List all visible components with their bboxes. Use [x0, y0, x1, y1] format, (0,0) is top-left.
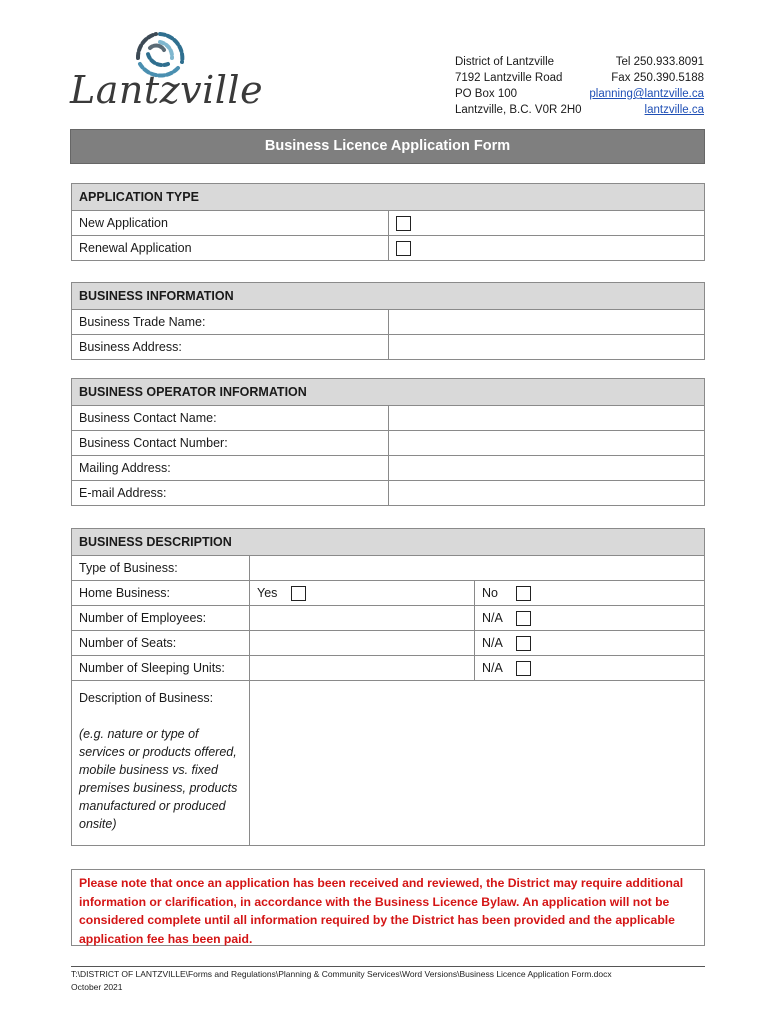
na-label: N/A	[482, 636, 503, 650]
application-note: Please note that once an application has been received and reviewed, the District may require additional information or clarification, in accordance with the Business Licence Bylaw. An application will not be considered complete until all information required by the District has been provided and the applicable application fee has been paid.	[71, 869, 705, 946]
contact-fax: Fax 250.390.5188	[611, 72, 704, 84]
seats-na-checkbox[interactable]	[516, 636, 531, 651]
contact-tel: Tel 250.933.8091	[615, 56, 704, 68]
sleeping-units-na-checkbox[interactable]	[516, 661, 531, 676]
contact-number-label: Business Contact Number:	[72, 431, 389, 456]
employees-na-checkbox[interactable]	[516, 611, 531, 626]
business-address-label: Business Address:	[72, 335, 389, 360]
yes-label: Yes	[257, 586, 278, 600]
form-title: Business Licence Application Form	[70, 129, 705, 164]
footer-date: October 2021	[71, 982, 123, 992]
employees-field[interactable]	[250, 606, 475, 631]
contact-name-label: Business Contact Name:	[72, 406, 389, 431]
description-label-cell	[72, 681, 250, 846]
new-application-checkbox[interactable]	[396, 216, 411, 231]
section-header: BUSINESS DESCRIPTION	[72, 529, 705, 556]
description-example: (e.g. nature or type of services or products offered, mobile business vs. fixed premises business, products manufactured or produced onsite)	[79, 727, 238, 831]
sleeping-units-label: Number of Sleeping Units:	[72, 656, 250, 681]
contact-name-field[interactable]	[388, 406, 705, 431]
new-application-label: New Application	[72, 211, 389, 236]
description-label: Description of Business:	[79, 691, 214, 705]
employees-label: Number of Employees:	[72, 606, 250, 631]
renewal-application-checkbox[interactable]	[396, 241, 411, 256]
address-pobox: PO Box 100	[455, 88, 518, 100]
section-header: APPLICATION TYPE	[72, 184, 705, 211]
application-type-section	[71, 183, 705, 261]
home-business-label: Home Business:	[72, 581, 250, 606]
seats-field[interactable]	[250, 631, 475, 656]
na-label: N/A	[482, 611, 503, 625]
district-contact	[589, 54, 704, 118]
lantzville-logo	[68, 24, 264, 120]
logo-wordmark: Lantzville	[70, 68, 264, 112]
trade-name-field[interactable]	[388, 310, 705, 335]
type-of-business-label: Type of Business:	[72, 556, 250, 581]
no-label: No	[482, 586, 498, 600]
mailing-address-field[interactable]	[388, 456, 705, 481]
business-address-field[interactable]	[388, 335, 705, 360]
business-description-section	[71, 528, 705, 846]
address-street: 7192 Lantzville Road	[455, 72, 563, 84]
home-business-no-checkbox[interactable]	[516, 586, 531, 601]
footer-file-path: T:\DISTRICT OF LANTZVILLE\Forms and Regulations\Planning & Community Services\Word Versions\Business Licence Application Form.docx	[71, 969, 612, 979]
footer-divider	[71, 966, 705, 967]
home-business-yes-checkbox[interactable]	[291, 586, 306, 601]
type-of-business-field[interactable]	[250, 556, 705, 581]
footer	[71, 968, 612, 994]
contact-number-field[interactable]	[388, 431, 705, 456]
email-address-label: E-mail Address:	[72, 481, 389, 506]
contact-web-link[interactable]: lantzville.ca	[644, 104, 704, 116]
district-address	[455, 54, 582, 118]
address-org: District of Lantzville	[455, 56, 555, 68]
operator-information-section	[71, 378, 705, 506]
mailing-address-label: Mailing Address:	[72, 456, 389, 481]
section-header: BUSINESS INFORMATION	[72, 283, 705, 310]
section-header: BUSINESS OPERATOR INFORMATION	[72, 379, 705, 406]
sleeping-units-field[interactable]	[250, 656, 475, 681]
email-address-field[interactable]	[388, 481, 705, 506]
seats-label: Number of Seats:	[72, 631, 250, 656]
na-label: N/A	[482, 661, 503, 675]
business-information-section	[71, 282, 705, 360]
contact-email-link[interactable]: planning@lantzville.ca	[589, 88, 704, 100]
renewal-application-label: Renewal Application	[72, 236, 389, 261]
description-field[interactable]	[250, 681, 705, 846]
trade-name-label: Business Trade Name:	[72, 310, 389, 335]
address-city: Lantzville, B.C. V0R 2H0	[455, 104, 582, 116]
